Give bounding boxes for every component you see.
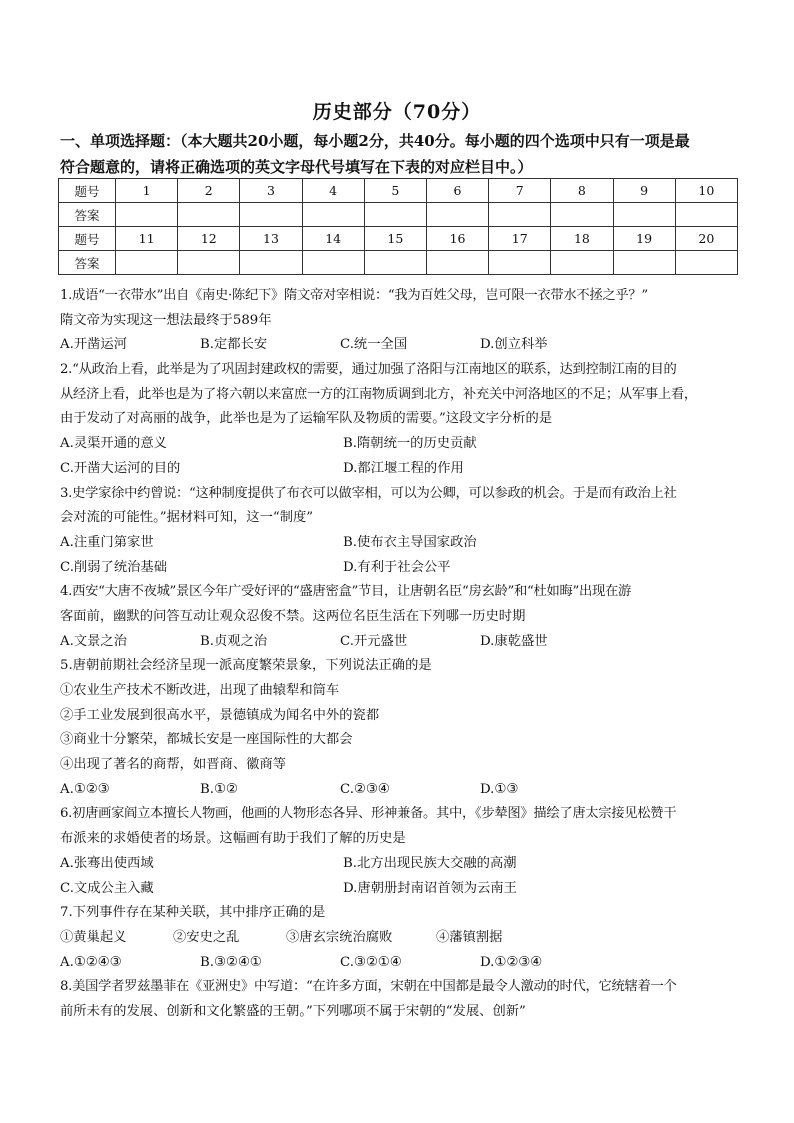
option-a[interactable]: A.注重门第家世 — [60, 534, 154, 550]
question-number-cell: 17 — [489, 227, 551, 251]
option-c[interactable]: C.文成公主入藏 — [60, 880, 154, 896]
question-number-cell: 20 — [675, 227, 737, 251]
answer-table-answer-row-2 — [59, 251, 738, 275]
question-7-options — [60, 951, 740, 976]
question-number-cell: 5 — [364, 179, 426, 203]
answer-cell[interactable] — [302, 251, 364, 275]
row-label-answer: 答案 — [59, 203, 116, 227]
question-number-cell: 8 — [551, 179, 613, 203]
section-heading-line-2: 符合题意的，请将正确选项的英文字母代号填写在下表的对应栏目中。） — [60, 158, 533, 176]
question-7-text: 7.下列事件存在某种关联，其中排序正确的是 — [60, 905, 326, 921]
option-d[interactable]: D.有利于社会公平 — [343, 559, 451, 575]
question-3-text: 会对流的可能性。”据材料可知，这一“制度” — [60, 510, 314, 526]
option-d[interactable]: D.①②③④ — [480, 954, 543, 970]
answer-cell[interactable] — [613, 203, 675, 227]
question-number-cell: 10 — [675, 179, 737, 203]
question-5-statement: ①农业生产技术不断改进，出现了曲辕犁和筒车 — [60, 683, 340, 698]
answer-cell[interactable] — [675, 203, 737, 227]
question-2-text: 2.“从政治上看，此举是为了巩固封建政权的需要，通过加强了洛阳与江南地区的联系，达到控制江南的目的 — [60, 362, 677, 378]
section-heading-line-1: 一、单项选择题：（本大题共20小题，每小题2分，共40分。每小题的四个选项中只有一项是最 — [60, 132, 690, 150]
question-number-cell: 15 — [364, 227, 426, 251]
question-number-cell: 7 — [489, 179, 551, 203]
answer-cell[interactable] — [240, 251, 302, 275]
question-list — [60, 284, 740, 1025]
option-a[interactable]: A.开凿运河 — [60, 337, 128, 353]
question-6-text: 6.初唐画家阎立本擅长人物画，他画的人物形态各异、形神兼备。其中，《步辇图》描绘了唐太宗接见松赞干 — [60, 806, 677, 822]
question-number-cell: 13 — [240, 227, 302, 251]
event-item: ③唐玄宗统治腐败 — [286, 929, 393, 945]
answer-cell[interactable] — [240, 203, 302, 227]
answer-cell[interactable] — [551, 203, 613, 227]
answer-table-number-row-1 — [59, 179, 738, 203]
event-item: ④藩镇割据 — [436, 929, 503, 945]
page-title: 历史部分（70分） — [312, 101, 482, 123]
question-7-events — [60, 926, 740, 951]
option-d[interactable]: D.康乾盛世 — [480, 633, 548, 649]
question-number-cell: 9 — [613, 179, 675, 203]
row-label-answer: 答案 — [59, 251, 116, 275]
option-d[interactable]: D.都江堰工程的作用 — [343, 460, 464, 476]
answer-cell[interactable] — [364, 203, 426, 227]
answer-cell[interactable] — [675, 251, 737, 275]
option-c[interactable]: C.开元盛世 — [340, 633, 408, 649]
option-a[interactable]: A.文景之治 — [60, 633, 128, 649]
question-5-options — [60, 778, 740, 803]
option-c[interactable]: C.开凿大运河的目的 — [60, 460, 181, 476]
answer-cell[interactable] — [489, 251, 551, 275]
option-c[interactable]: C.统一全国 — [340, 337, 408, 353]
option-b[interactable]: B.定都长安 — [200, 337, 268, 353]
answer-cell[interactable] — [178, 251, 240, 275]
question-1-text: 1.成语“一衣带水”出自《南史·陈纪下》隋文帝对宰相说：“我为百姓父母，岂可限一衣带水不拯之乎？” — [60, 288, 648, 303]
question-3-text: 3.史学家徐中约曾说：“这种制度提供了布衣可以做宰相，可以为公卿，可以参政的机会。于是而有政治上社 — [60, 485, 677, 501]
option-a[interactable]: A.①②④③ — [60, 954, 122, 970]
question-number-cell: 16 — [426, 227, 488, 251]
question-number-cell: 3 — [240, 179, 302, 203]
answer-cell[interactable] — [426, 203, 488, 227]
option-c[interactable]: C.削弱了统治基础 — [60, 559, 168, 575]
option-d[interactable]: D.唐朝册封南诏首领为云南王 — [343, 880, 517, 896]
row-label-number: 题号 — [59, 179, 116, 203]
event-item: ②安史之乱 — [173, 929, 240, 945]
question-number-cell: 6 — [426, 179, 488, 203]
question-2-text: 从经济上看，此举也是为了将六朝以来富庶一方的江南物质调到北方，补充关中河洛地区的不足；从军事上看， — [60, 386, 697, 402]
question-5-statement: ②手工业发展到很高水平，景德镇成为闻名中外的瓷都 — [60, 707, 380, 723]
question-5-text: 5.唐朝前期社会经济呈现一派高度繁荣景象，下列说法正确的是 — [60, 658, 432, 674]
answer-cell[interactable] — [613, 251, 675, 275]
question-number-cell: 11 — [116, 227, 178, 251]
question-1-text: 隋文帝为实现这一想法最终于589年 — [60, 312, 272, 328]
question-4-text: 客面前，幽默的问答互动让观众忍俊不禁。这两位名臣生活在下列哪一历史时期 — [60, 608, 526, 624]
option-d[interactable]: D.创立科举 — [480, 337, 548, 353]
answer-cell[interactable] — [426, 251, 488, 275]
option-b[interactable]: B.③②④① — [200, 954, 262, 970]
question-number-cell: 14 — [302, 227, 364, 251]
answer-cell[interactable] — [178, 203, 240, 227]
option-b[interactable]: B.使布衣主导国家政治 — [343, 534, 477, 550]
answer-table-number-row-2 — [59, 227, 738, 251]
option-b[interactable]: B.①② — [200, 781, 238, 797]
option-b[interactable]: B.隋朝统一的历史贡献 — [343, 436, 477, 452]
question-6-text: 布派来的求婚使者的场景。这幅画有助于我们了解的历史是 — [60, 831, 406, 847]
question-6-options — [60, 877, 740, 902]
answer-table-answer-row-1 — [59, 203, 738, 227]
answer-cell[interactable] — [551, 251, 613, 275]
question-1-options — [60, 333, 740, 358]
answer-cell[interactable] — [302, 203, 364, 227]
option-c[interactable]: C.③②①④ — [340, 954, 402, 970]
question-4-options — [60, 630, 740, 655]
question-3-options — [60, 556, 740, 581]
option-c[interactable]: C.②③④ — [340, 781, 390, 797]
question-2-text: 由于发动了对高丽的战争，此举也是为了运输军队及物质的需要。”这段文字分析的是 — [60, 411, 553, 427]
answer-cell[interactable] — [116, 251, 178, 275]
event-item: ①黄巢起义 — [60, 929, 127, 945]
question-5-statement: ③商业十分繁荣，都城长安是一座国际性的大都会 — [60, 732, 353, 748]
answer-table — [58, 178, 738, 275]
question-6-options — [60, 852, 740, 877]
option-b[interactable]: B.贞观之治 — [200, 633, 268, 649]
question-8-text: 8.美国学者罗兹墨菲在《亚洲史》中写道：“在许多方面，宋朝在中国都是最令人激动的时代，它统辖着一个 — [60, 979, 677, 995]
question-number-cell: 19 — [613, 227, 675, 251]
option-d[interactable]: D.①③ — [480, 781, 519, 797]
row-label-number: 题号 — [59, 227, 116, 251]
question-number-cell: 1 — [116, 179, 178, 203]
question-number-cell: 18 — [551, 227, 613, 251]
option-b[interactable]: B.北方出现民族大交融的高潮 — [343, 855, 517, 871]
answer-cell[interactable] — [489, 203, 551, 227]
question-number-cell: 2 — [178, 179, 240, 203]
answer-cell[interactable] — [116, 203, 178, 227]
section-heading — [60, 128, 740, 180]
answer-cell[interactable] — [364, 251, 426, 275]
question-2-options — [60, 457, 740, 482]
question-5-statement: ④出现了著名的商帮，如晋商、徽商等 — [60, 757, 287, 773]
option-a[interactable]: A.①②③ — [60, 781, 110, 797]
question-2-options — [60, 432, 740, 457]
question-3-options — [60, 531, 740, 556]
option-a[interactable]: A.灵渠开通的意义 — [60, 436, 167, 452]
question-4-text: 4.西安“大唐不夜城”景区今年广受好评的“盛唐密盒”节目，让唐朝名臣“房玄龄”和“杜如晦”出现在游 — [60, 584, 631, 600]
question-number-cell: 12 — [178, 227, 240, 251]
question-8-text: 前所未有的发展、创新和文化繁盛的王朝。”下列哪项不属于宋朝的“发展、创新” — [60, 1003, 526, 1019]
question-number-cell: 4 — [302, 179, 364, 203]
option-a[interactable]: A.张骞出使西域 — [60, 855, 154, 871]
